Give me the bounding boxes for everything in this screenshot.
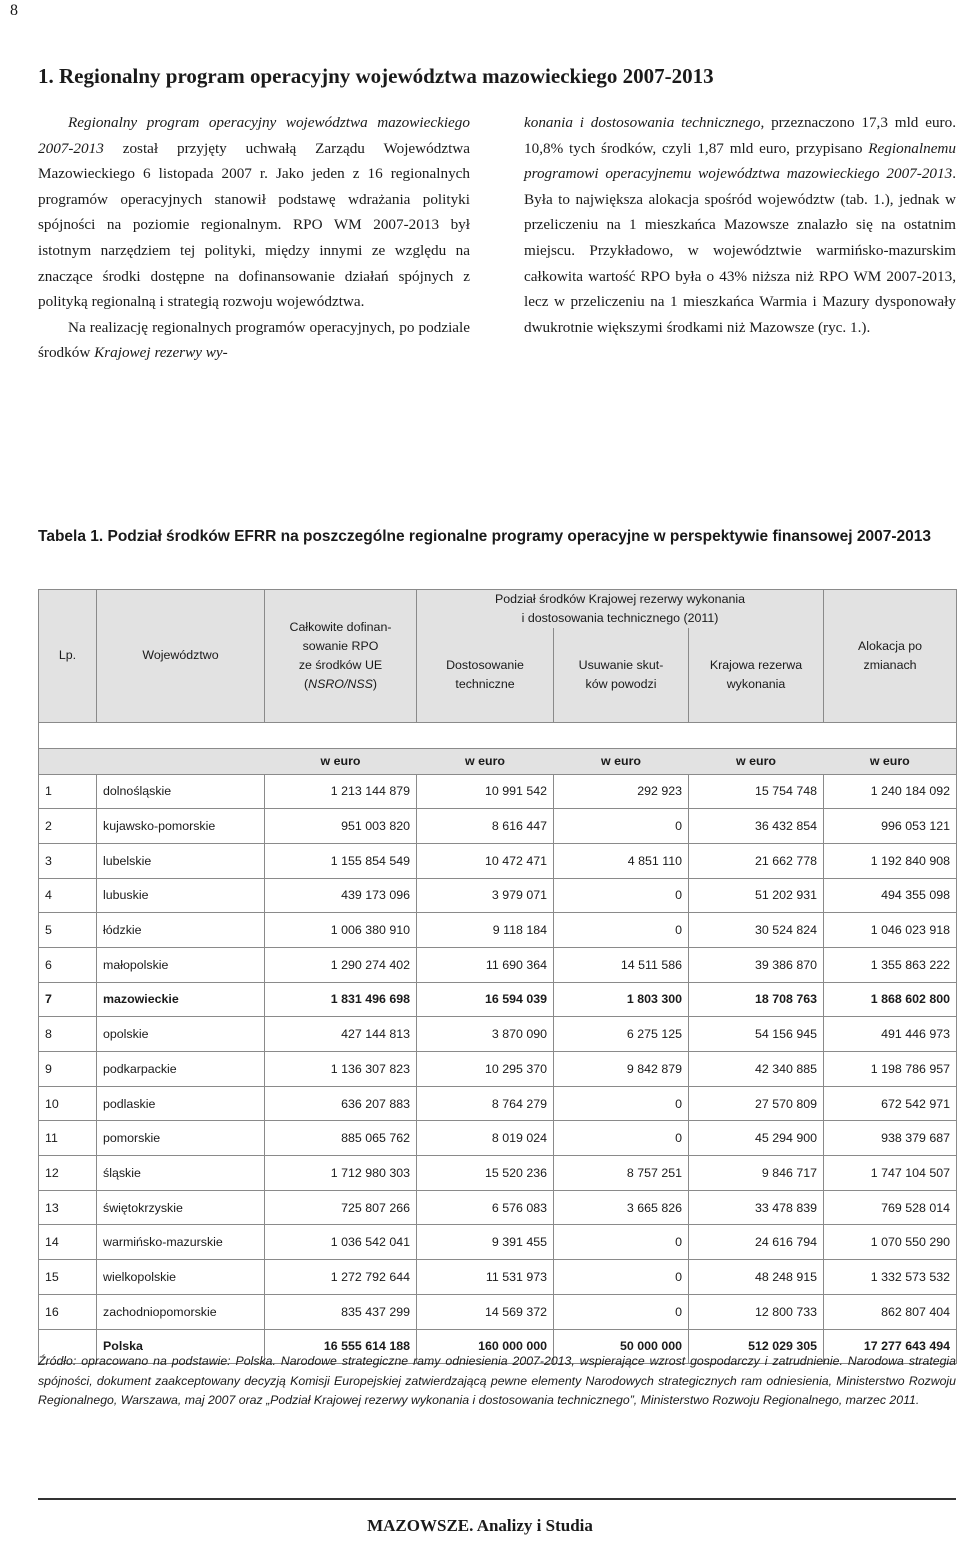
cell-voivodeship: łódzkie <box>97 913 265 948</box>
cell-lp: 5 <box>39 913 97 948</box>
cell-voivodeship: podkarpackie <box>97 1052 265 1087</box>
paragraph <box>38 315 470 366</box>
footer-title: MAZOWSZE. Analizy i Studia <box>367 1516 593 1535</box>
cell-total-funding: 1 712 980 303 <box>265 1156 417 1191</box>
cell-allocation: 672 542 971 <box>824 1086 957 1121</box>
source-note: Źródło: opracowano na podstawie: Polska. Narodowe strategiczne ramy odniesienia 2007-2013, wspierające wzrost gospodarczy i zatrudnienie. Narodowa strategia spójności, dokument zaakceptowany decyzją Komisji Europejskiej zatwierdzającą pewne elementy Narodowych strategicznych ram odniesienia, Ministerstwo Rozwoju Regionalnego, Warszawa, maj 2007 oraz „Podział Krajowej rezerwy wykonania i dostosowania technicznego”, Ministerstwo Rozwoju Regionalnego, marzec 2011. <box>38 1354 956 1407</box>
cell-total-funding: 1 036 542 041 <box>265 1225 417 1260</box>
cell-total-funding: 1 136 307 823 <box>265 1052 417 1087</box>
cell-voivodeship: mazowieckie <box>97 982 265 1017</box>
cell-total-funding: 1 290 274 402 <box>265 947 417 982</box>
cell-lp: 10 <box>39 1086 97 1121</box>
cell-national-reserve: 24 616 794 <box>689 1225 824 1260</box>
table-row <box>39 843 957 878</box>
cell-flood-removal: 1 803 300 <box>554 982 689 1017</box>
header-technical-adjustment: Dostosowanie techniczne <box>417 628 554 722</box>
cell-national-reserve: 45 294 900 <box>689 1121 824 1156</box>
cell-national-reserve: 9 846 717 <box>689 1156 824 1191</box>
cell-lp: 1 <box>39 774 97 809</box>
unit-row-blank <box>39 748 265 774</box>
cell-flood-removal: 0 <box>554 913 689 948</box>
cell-national-reserve: 30 524 824 <box>689 913 824 948</box>
cell-total-funding: 1 272 792 644 <box>265 1260 417 1295</box>
cell-lp: 2 <box>39 809 97 844</box>
table-row <box>39 1156 957 1191</box>
cell-voivodeship: zachodniopomorskie <box>97 1294 265 1329</box>
table-row <box>39 913 957 948</box>
table-row <box>39 1294 957 1329</box>
cell-national-reserve: 27 570 809 <box>689 1086 824 1121</box>
cell-total-funding: 835 437 299 <box>265 1294 417 1329</box>
cell-allocation: 996 053 121 <box>824 809 957 844</box>
cell-flood-removal: 3 665 826 <box>554 1190 689 1225</box>
cell-voivodeship: dolnośląskie <box>97 774 265 809</box>
cell-total-funding: 885 065 762 <box>265 1121 417 1156</box>
paragraph <box>38 110 470 315</box>
table-row <box>39 1260 957 1295</box>
cell-voivodeship: warmińsko-mazurskie <box>97 1225 265 1260</box>
cell-technical-adjustment: 11 690 364 <box>417 947 554 982</box>
right-column <box>524 110 956 366</box>
cell-technical-adjustment: 9 391 455 <box>417 1225 554 1260</box>
cell-allocation: 1 046 023 918 <box>824 913 957 948</box>
cell-flood-removal: 0 <box>554 1225 689 1260</box>
cell-lp: 6 <box>39 947 97 982</box>
cell-national-reserve: 36 432 854 <box>689 809 824 844</box>
cell-technical-adjustment: 8 764 279 <box>417 1086 554 1121</box>
section-title: 1. Regionalny program operacyjny województwa mazowieckiego 2007-2013 <box>38 64 714 88</box>
header-allocation: Alokacja po zmianach <box>824 590 957 723</box>
cell-flood-removal: 0 <box>554 809 689 844</box>
unit-label: w euro <box>689 748 824 774</box>
cell-flood-removal: 9 842 879 <box>554 1052 689 1087</box>
unit-label: w euro <box>265 748 417 774</box>
table-body <box>39 774 957 1364</box>
cell-lp: 7 <box>39 982 97 1017</box>
cell-allocation: 1 192 840 908 <box>824 843 957 878</box>
cell-total-funding: 1 155 854 549 <box>265 843 417 878</box>
cell-allocation: 1 747 104 507 <box>824 1156 957 1191</box>
cell-voivodeship: lubuskie <box>97 878 265 913</box>
cell-flood-removal: 0 <box>554 1121 689 1156</box>
cell-national-reserve: 12 800 733 <box>689 1294 824 1329</box>
cell-flood-removal: 4 851 110 <box>554 843 689 878</box>
reserve-name: Krajowej rezerwy wy- <box>94 344 228 362</box>
cell-lp: 14 <box>39 1225 97 1260</box>
table-row <box>39 774 957 809</box>
table-row <box>39 1052 957 1087</box>
cell-voivodeship: małopolskie <box>97 947 265 982</box>
cell-technical-adjustment: 8 616 447 <box>417 809 554 844</box>
cell-technical-adjustment: 3 870 090 <box>417 1017 554 1052</box>
cell-technical-adjustment: 10 991 542 <box>417 774 554 809</box>
cell-total-funding: 636 207 883 <box>265 1086 417 1121</box>
table-caption <box>38 525 956 549</box>
allocation-table <box>38 589 957 1364</box>
paragraph <box>524 110 956 340</box>
left-column <box>38 110 470 366</box>
cell-flood-removal: 14 511 586 <box>554 947 689 982</box>
cell-lp: 12 <box>39 1156 97 1191</box>
cell-allocation: 1 355 863 222 <box>824 947 957 982</box>
cell-voivodeship: opolskie <box>97 1017 265 1052</box>
header-total-funding: Całkowite dofinan- sowanie RPO ze środków UE (NSRO/NSS) <box>265 590 417 723</box>
cell-national-reserve: 512 029 305 <box>689 1329 824 1364</box>
cell-total-funding: 1 831 496 698 <box>265 982 417 1017</box>
table-row <box>39 982 957 1017</box>
cell-lp: 9 <box>39 1052 97 1087</box>
unit-label: w euro <box>417 748 554 774</box>
cell-technical-adjustment: 6 576 083 <box>417 1190 554 1225</box>
paragraph-text: . Była to największa alokacja spośród województw (tab. 1.), jednak w przeliczeniu na 1 mieszkańca Mazowsze znalazło się na ostatnim miejscu. Przykładowo, w województwie warmińsko-mazurskim całkowita wartość RPO była o 43% niższa niż RPO WM 2007-2013, lecz w przeliczeniu na 1 mieszkańca Warmia i Mazury dysponowały dwukrotnie większymi środkami niż Mazowsze (ryc. 1.). <box>524 165 956 336</box>
cell-allocation: 1 198 786 957 <box>824 1052 957 1087</box>
page-number: 8 <box>10 2 18 19</box>
cell-lp: 15 <box>39 1260 97 1295</box>
table-row <box>39 1121 957 1156</box>
cell-total-funding: 725 807 266 <box>265 1190 417 1225</box>
cell-allocation: 494 355 098 <box>824 878 957 913</box>
cell-allocation: 769 528 014 <box>824 1190 957 1225</box>
cell-flood-removal: 0 <box>554 1260 689 1295</box>
cell-lp: 13 <box>39 1190 97 1225</box>
cell-national-reserve: 21 662 778 <box>689 843 824 878</box>
cell-voivodeship: świętokrzyskie <box>97 1190 265 1225</box>
cell-technical-adjustment: 16 594 039 <box>417 982 554 1017</box>
cell-voivodeship: podlaskie <box>97 1086 265 1121</box>
cell-allocation: 17 277 643 494 <box>824 1329 957 1364</box>
cell-allocation: 938 379 687 <box>824 1121 957 1156</box>
header-reserve-group: Podział środków Krajowej rezerwy wykonania i dostosowania technicznego (2011) <box>417 590 824 629</box>
cell-national-reserve: 42 340 885 <box>689 1052 824 1087</box>
header-lp: Lp. <box>39 590 97 723</box>
cell-flood-removal: 0 <box>554 1086 689 1121</box>
cell-technical-adjustment: 10 472 471 <box>417 843 554 878</box>
cell-national-reserve: 48 248 915 <box>689 1260 824 1295</box>
cell-total-funding: 951 003 820 <box>265 809 417 844</box>
table-row <box>39 1086 957 1121</box>
table-row <box>39 1017 957 1052</box>
unit-label: w euro <box>554 748 689 774</box>
cell-technical-adjustment: 9 118 184 <box>417 913 554 948</box>
cell-allocation: 491 446 973 <box>824 1017 957 1052</box>
cell-lp: 8 <box>39 1017 97 1052</box>
cell-flood-removal: 292 923 <box>554 774 689 809</box>
cell-technical-adjustment: 8 019 024 <box>417 1121 554 1156</box>
cell-lp: 4 <box>39 878 97 913</box>
cell-lp: 16 <box>39 1294 97 1329</box>
cell-voivodeship: wielkopolskie <box>97 1260 265 1295</box>
reserve-name: konania i dostosowania technicznego <box>524 114 761 131</box>
cell-flood-removal: 0 <box>554 1294 689 1329</box>
cell-voivodeship: Polska <box>97 1329 265 1364</box>
cell-flood-removal: 6 275 125 <box>554 1017 689 1052</box>
cell-technical-adjustment: 14 569 372 <box>417 1294 554 1329</box>
cell-voivodeship: lubelskie <box>97 843 265 878</box>
cell-voivodeship: kujawsko-pomorskie <box>97 809 265 844</box>
cell-national-reserve: 33 478 839 <box>689 1190 824 1225</box>
cell-total-funding: 16 555 614 188 <box>265 1329 417 1364</box>
cell-national-reserve: 54 156 945 <box>689 1017 824 1052</box>
cell-flood-removal: 50 000 000 <box>554 1329 689 1364</box>
unit-label: w euro <box>824 748 957 774</box>
cell-allocation: 1 240 184 092 <box>824 774 957 809</box>
header-voivodeship: Województwo <box>97 590 265 723</box>
paragraph-text: , przeznaczono 17,3 mld euro. 10,8% tych środków, czyli 1,87 mld euro, przypisano <box>524 114 956 157</box>
header-national-reserve: Krajowa rezerwa wykonania <box>689 628 824 722</box>
table-row <box>39 947 957 982</box>
cell-voivodeship: pomorskie <box>97 1121 265 1156</box>
table-row <box>39 809 957 844</box>
cell-technical-adjustment: 3 979 071 <box>417 878 554 913</box>
cell-voivodeship: śląskie <box>97 1156 265 1191</box>
table-row <box>39 1225 957 1260</box>
cell-national-reserve: 18 708 763 <box>689 982 824 1017</box>
cell-total-funding: 1 006 380 910 <box>265 913 417 948</box>
caption-label: Tabela 1. <box>38 528 104 545</box>
cell-total-funding: 1 213 144 879 <box>265 774 417 809</box>
paragraph-text: został przyjęty uchwałą Zarządu Województwa Mazowieckiego 6 listopada 2007 r. Jako jeden z 16 regionalnych programów operacyjnych stanowił podstawę wdrażania polityki spójności na poziomie regionalnym. RPO WM 2007-2013 był istotnym narzędziem tej polityki, między innymi ze względu na znaczące środki dostępne na dofinansowanie działań spójnych z polityką regionalną i strategią rozwoju województwa. <box>38 139 470 311</box>
cell-allocation: 1 070 550 290 <box>824 1225 957 1260</box>
cell-national-reserve: 39 386 870 <box>689 947 824 982</box>
table-row <box>39 1190 957 1225</box>
cell-technical-adjustment: 160 000 000 <box>417 1329 554 1364</box>
body-text <box>38 110 956 366</box>
cell-allocation: 1 332 573 532 <box>824 1260 957 1295</box>
cell-flood-removal: 0 <box>554 878 689 913</box>
cell-technical-adjustment: 15 520 236 <box>417 1156 554 1191</box>
cell-national-reserve: 51 202 931 <box>689 878 824 913</box>
cell-total-funding: 427 144 813 <box>265 1017 417 1052</box>
header-flood-removal: Usuwanie skut- ków powodzi <box>554 628 689 722</box>
paragraph-text: Na realizację regionalnych programów operacyjnych, po podziale środków <box>38 318 470 362</box>
cell-allocation: 862 807 404 <box>824 1294 957 1329</box>
cell-technical-adjustment: 11 531 973 <box>417 1260 554 1295</box>
cell-total-funding: 439 173 096 <box>265 878 417 913</box>
program-name: Regionalny program operacyjny województwa mazowieckiego 2007-2013 <box>38 114 470 157</box>
cell-national-reserve: 15 754 748 <box>689 774 824 809</box>
cell-lp: 3 <box>39 843 97 878</box>
program-name: Regionalnemu programowi operacyjnemu województwa mazowieckiego 2007-2013 <box>524 139 956 183</box>
cell-flood-removal: 8 757 251 <box>554 1156 689 1191</box>
cell-allocation: 1 868 602 800 <box>824 982 957 1017</box>
caption-text: Podział środków EFRR na poszczególne regionalne programy operacyjne w perspektywie finansowej 2007-2013 <box>103 528 931 545</box>
cell-lp: 11 <box>39 1121 97 1156</box>
cell-technical-adjustment: 10 295 370 <box>417 1052 554 1087</box>
footer-rule <box>38 1498 956 1500</box>
table-row <box>39 878 957 913</box>
